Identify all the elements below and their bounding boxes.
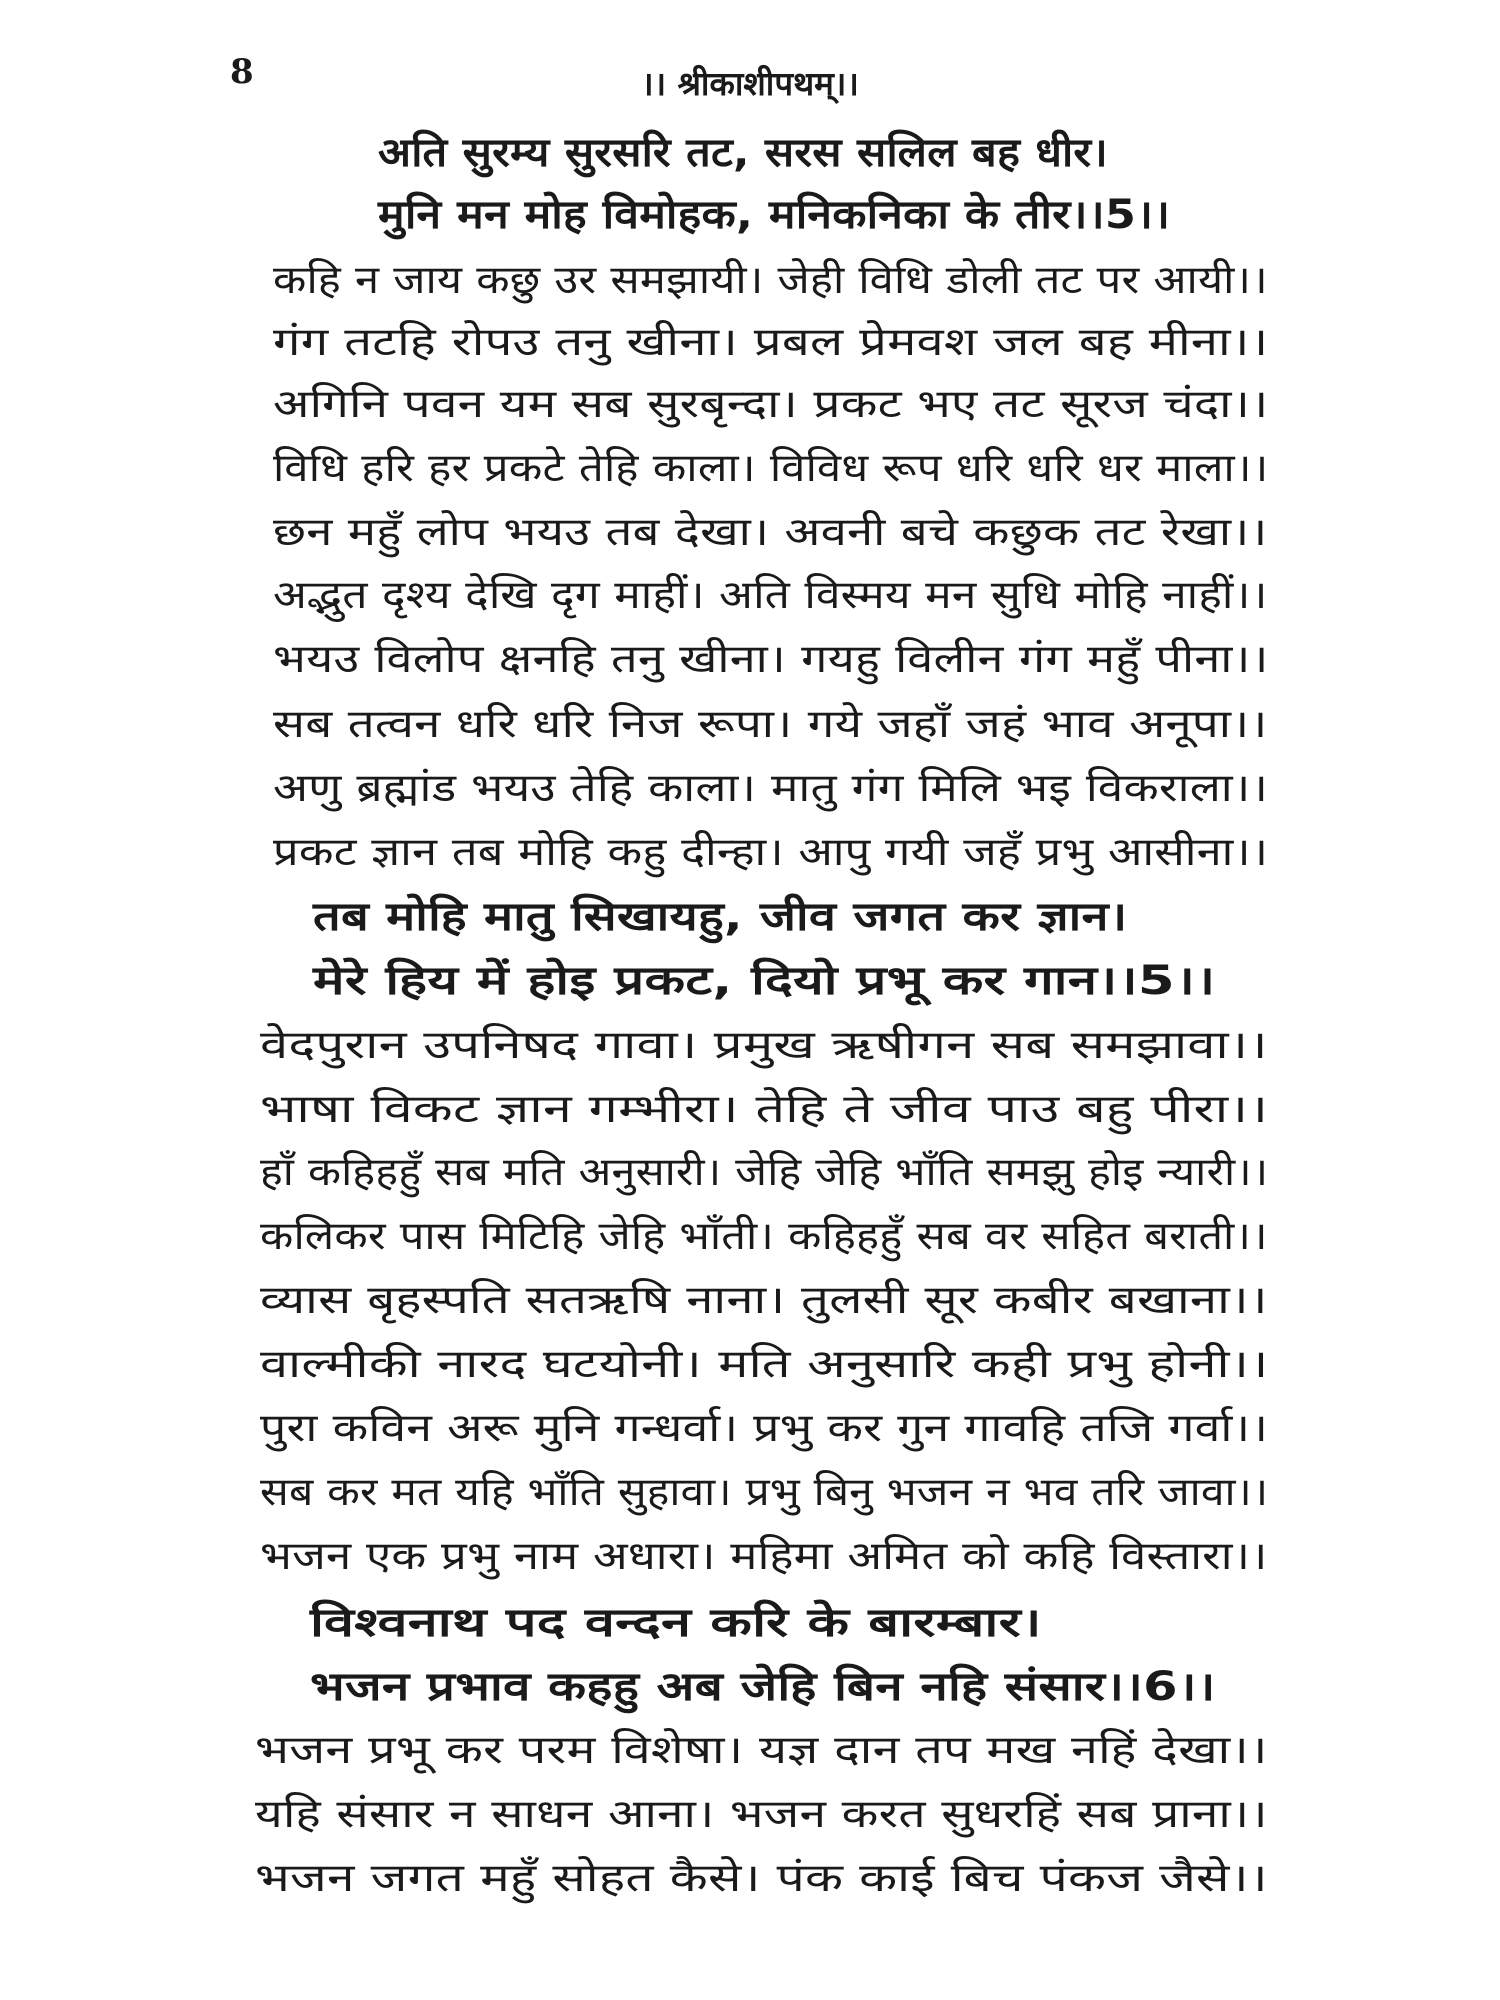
chaupai-line: व्यास बृहस्पति सतऋषि नाना। तुलसी सूर कबीर बखाना।। — [260, 1278, 1268, 1323]
chaupai-line: कहि न जाय कछु उर समझायी। जेही विधि डोली तट पर आयी।। — [273, 258, 1268, 303]
doha-line: तब मोहि मातु सिखायहु, जीव जगत कर ज्ञान। — [313, 894, 1128, 940]
doha-line: अति सुरम्य सुरसरि तट, सरस सलिल बह धीर। — [378, 130, 1108, 176]
doha-line: विश्वनाथ पद वन्दन करि के बारम्बार। — [310, 1600, 1042, 1646]
chaupai-line: कलिकर पास मिटिहि जेहि भाँती। कहिहहुँ सब वर सहित बराती।। — [260, 1214, 1268, 1259]
chaupai-line: यहि संसार न साधन आना। भजन करत सुधरहिं सब प्राना।। — [255, 1792, 1268, 1837]
chaupai-line: सब कर मत यहि भाँति सुहावा। प्रभु बिनु भजन न भव तरि जावा।। — [260, 1470, 1269, 1515]
chaupai-line: भजन प्रभू कर परम विशेषा। यज्ञ दान तप मख नहिं देखा।। — [255, 1728, 1268, 1773]
chaupai-line: अणु ब्रह्मांड भयउ तेहि काला। मातु गंग मिलि भइ विकराला।। — [273, 766, 1269, 811]
chaupai-line: अद्भुत दृश्य देखि दृग माहीं। अति विस्मय मन सुधि मोहि नाहीं।। — [273, 573, 1268, 618]
chaupai-line: प्रकट ज्ञान तब मोहि कहु दीन्हा। आपु गयी जहँ प्रभु आसीना।। — [273, 830, 1269, 875]
chaupai-line: भजन जगत महुँ सोहत कैसे। पंक काई बिच पंकज जैसे।। — [255, 1856, 1268, 1901]
doha-line: मेरे हिय में होइ प्रकट, दियो प्रभू कर गान।।5।। — [313, 958, 1216, 1004]
chaupai-line: अगिनि पवन यम सब सुरबृन्दा। प्रकट भए तट सूरज चंदा।। — [273, 382, 1269, 427]
chaupai-line: सब तत्वन धरि धरि निज रूपा। गये जहाँ जहं भाव अनूपा।। — [273, 702, 1268, 747]
chaupai-line: भजन एक प्रभु नाम अधारा। महिमा अमित को कहि विस्तारा।। — [260, 1534, 1268, 1579]
running-head-title: ।। श्रीकाशीपथम्।। — [641, 64, 859, 103]
chaupai-line: भाषा विकट ज्ञान गम्भीरा। तेहि ते जीव पाउ बहु पीरा।। — [260, 1087, 1269, 1132]
page-number: 8 — [230, 52, 254, 92]
doha-line: भजन प्रभाव कहहु अब जेहि बिन नहि संसार।।6।। — [310, 1664, 1216, 1710]
chaupai-line: हाँ कहिहहुँ सब मति अनुसारी। जेहि जेहि भाँति समझु होइ न्यारी।। — [260, 1150, 1269, 1195]
chaupai-line: छन महुँ लोप भयउ तब देखा। अवनी बचे कछुक तट रेखा।। — [273, 510, 1268, 555]
chaupai-line: वाल्मीकी नारद घटयोनी। मति अनुसारि कही प्रभु होनी।। — [260, 1342, 1269, 1387]
doha-line: मुनि मन मोह विमोहक, मनिकनिका के तीर।।5।। — [378, 192, 1171, 238]
chaupai-line: वेदपुरान उपनिषद गावा। प्रमुख ऋषीगन सब समझावा।। — [260, 1023, 1268, 1068]
chaupai-line: विधि हरि हर प्रकटे तेहि काला। विविध रूप धरि धरि धर माला।। — [273, 446, 1269, 491]
chaupai-line: पुरा कविन अरू मुनि गन्धर्वा। प्रभु कर गुन गावहि तजि गर्वा।। — [260, 1406, 1269, 1451]
chaupai-line: गंग तटहि रोपउ तनु खीना। प्रबल प्रेमवश जल बह मीना।। — [273, 320, 1269, 365]
chaupai-line: भयउ विलोप क्षनहि तनु खीना। गयहु विलीन गंग महुँ पीना।। — [273, 637, 1269, 682]
